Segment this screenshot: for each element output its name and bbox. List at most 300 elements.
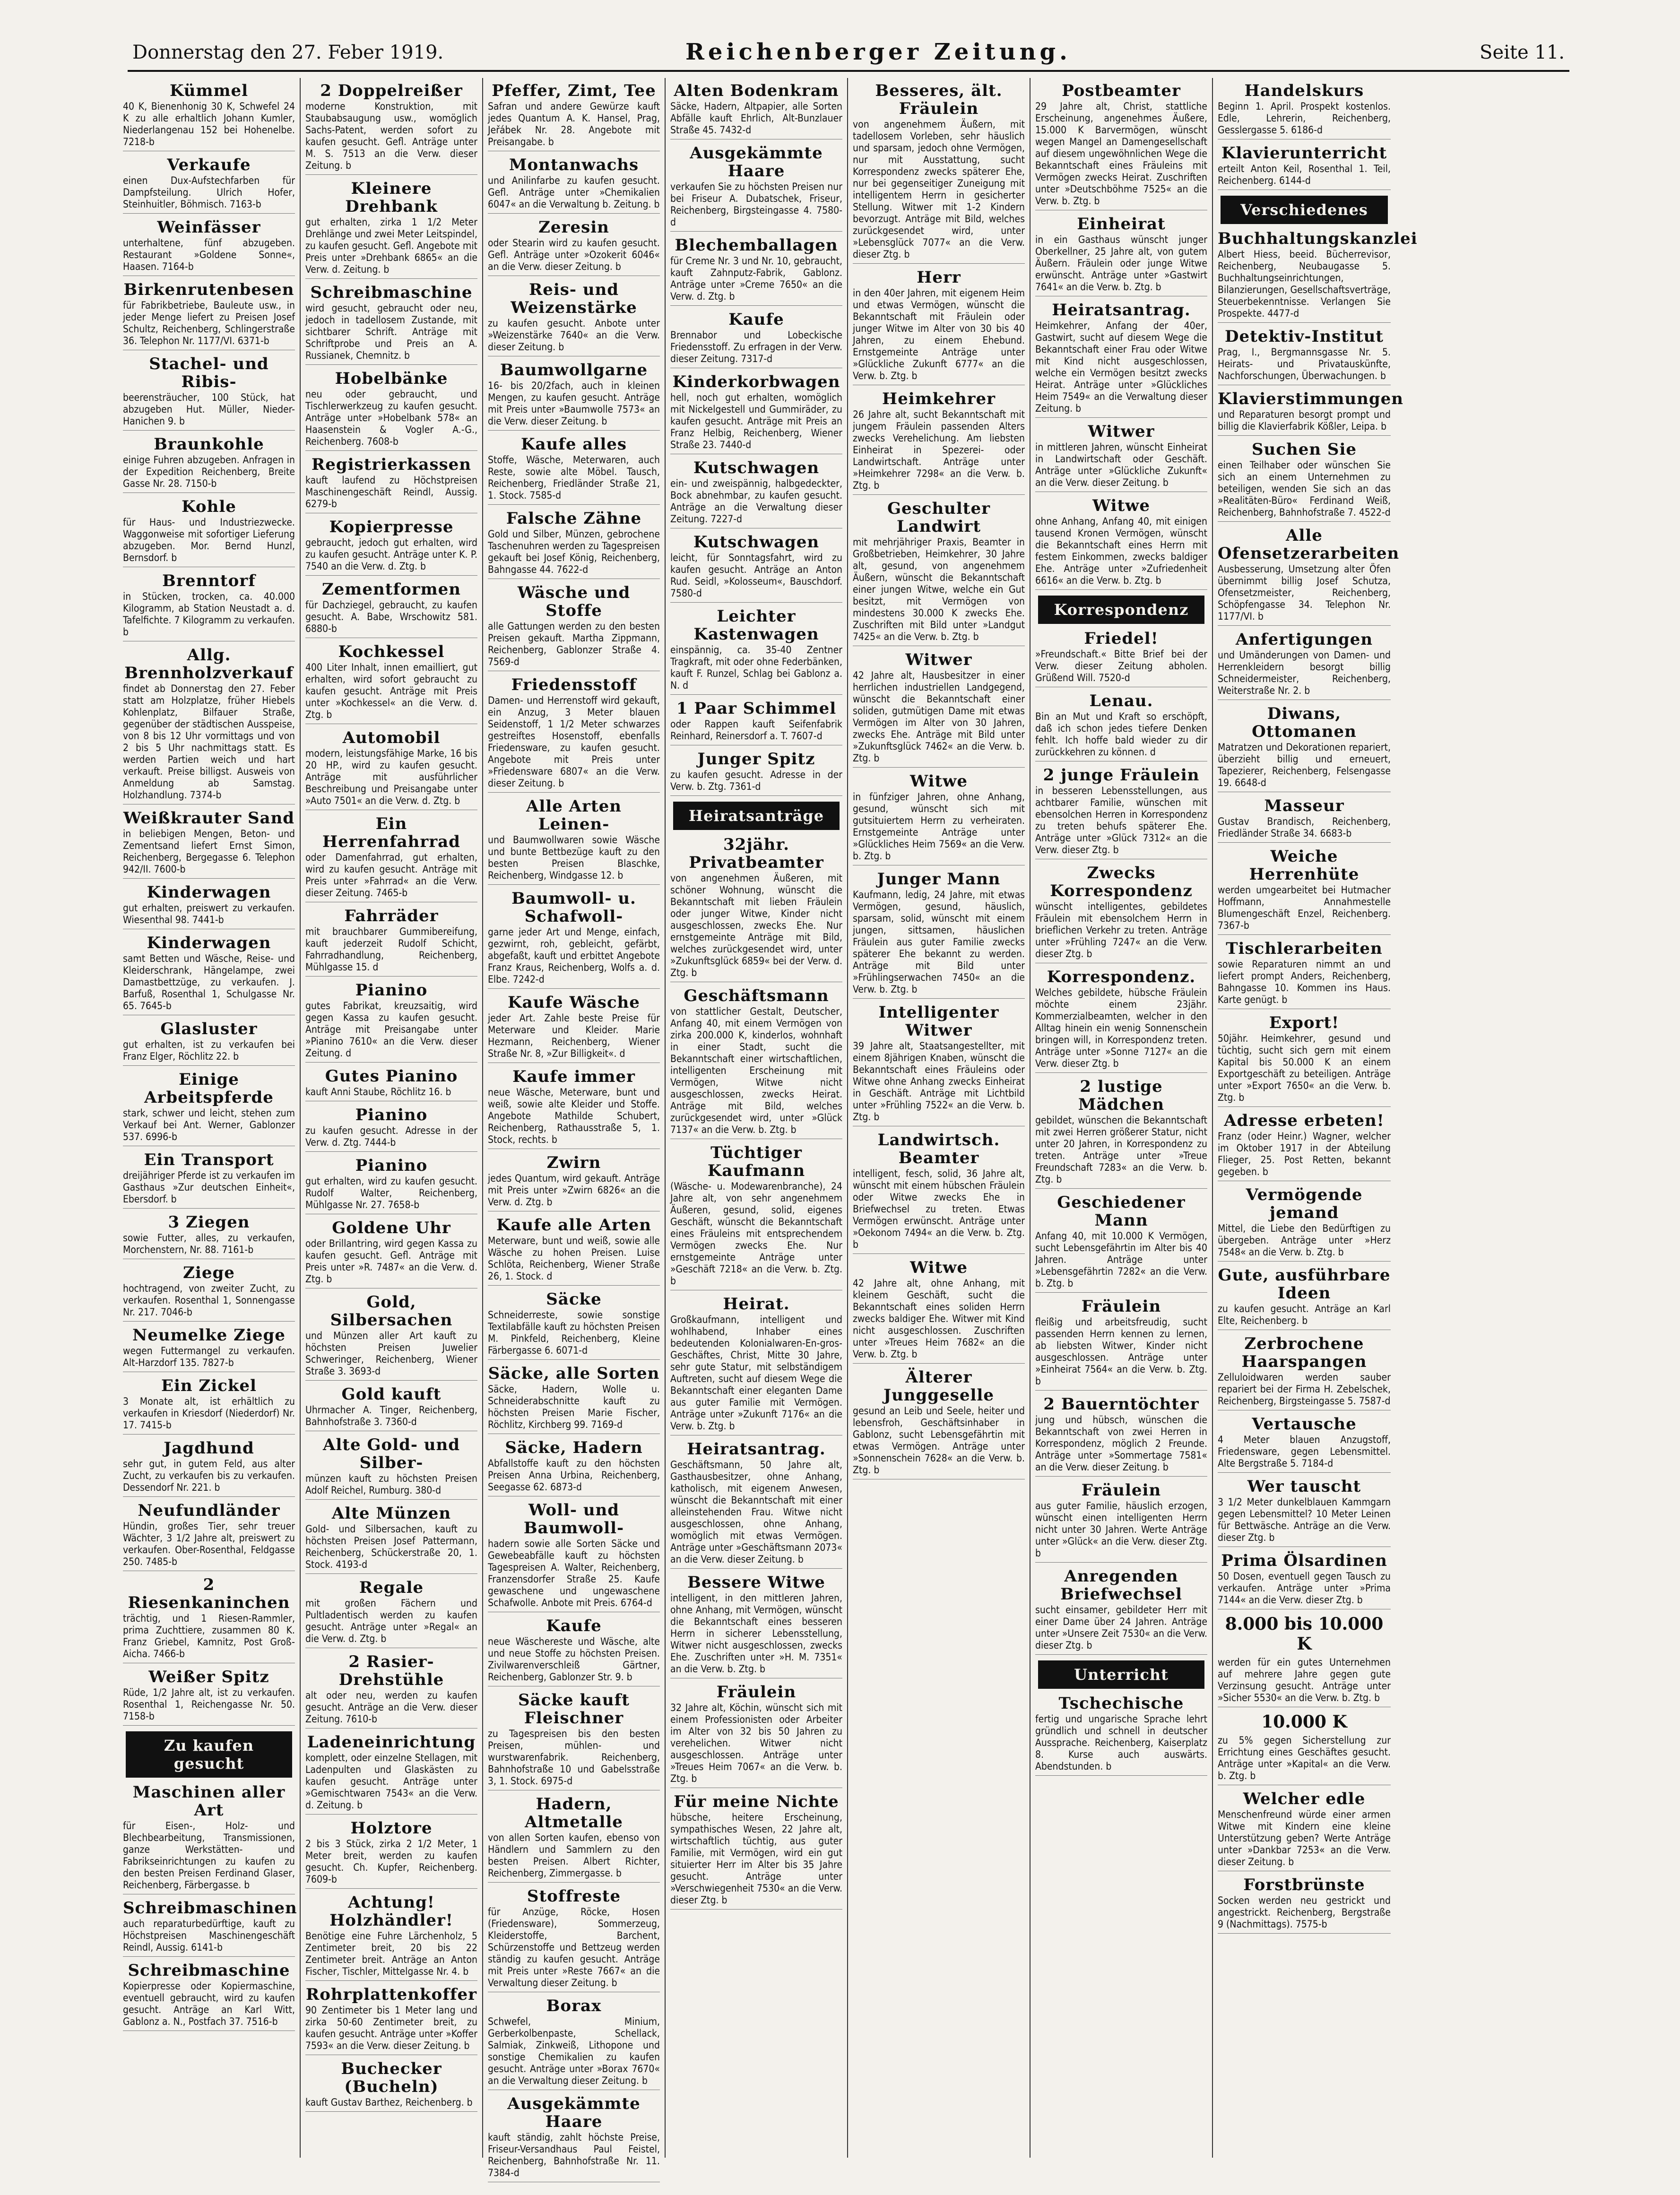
ad-text: 3 1/2 Meter dunkelblauen Kammgarn gegen Lebensmittel? 10 Meter Leinen für Bettwäsche. Anträge an die Verw. dieser Ztg. b: [1218, 1496, 1391, 1543]
ad-headline: Buchhaltungskanzlei: [1218, 229, 1418, 248]
classified-ad: [670, 836, 842, 982]
classified-ad: [305, 1893, 477, 1981]
ad-column: [666, 78, 848, 2158]
classified-ad: [670, 700, 842, 745]
ad-text: beerensträucher, 100 Stück, hat abzugeben Hut. Müller, Nieder-Hanichen 9. b: [123, 392, 295, 427]
classified-ad: [1035, 1193, 1207, 1293]
ad-column: [301, 78, 483, 2158]
ad-text: von angenehmem Äußern, mit tadellosem Vorleben, sehr häuslich und sparsam, jedoch ohne Vermögen, nur mit Ausstattung, sucht Korrespondenz zwecks späterer Ehe, nur bei gegenseitiger Zuneigung mit intelligentem Herrn in gesicherter Stellung. Witwer mit 1-2 Kindern bevorzugt. Anträge mit Bild, welches zurückgesendet wird, unter »Lebensglück 7077« an die Verw. dieser Ztg. b: [853, 119, 1025, 260]
ad-text: werden für ein gutes Unternehmen auf mehrere Jahre gegen gute Verzinsung gesucht. Anträge unter »Sicher 5530« an die Verw. b. Ztg. b: [1218, 1657, 1391, 1703]
classified-ad: [1218, 328, 1391, 385]
classified-ad: [1218, 1712, 1391, 1785]
ad-text: kauft Gustav Barthez, Reichenberg. b: [305, 2097, 473, 2108]
ad-headline: Intelligenter Witwer: [878, 1003, 999, 1040]
ad-text: fleißig und arbeitsfreudig, sucht passenden Herrn kennen zu lernen, ab liebsten Witwer, Kinder nicht ausgeschlossen. Anträge unter »Einheirat 7564« an die Verw. b. Ztg. b: [1035, 1316, 1207, 1387]
classified-ad: [305, 815, 477, 902]
ad-text: Säcke, Hadern, Altpapier, alle Sorten Abfälle kauft Ehrlich, Alt-Bunzlauer Straße 45. 7432-d: [670, 101, 842, 136]
ad-text: in den 40er Jahren, mit eigenem Heim und etwas Vermögen, wünscht die Bekanntschaft mit Fräulein oder junger Witwe im Alter von 30 bis 40 Jahren, zu einem Ehebund. Ernstgemeinte Anträge unter »Glückliche Zukunft 6777« an die Verw. b. Ztg. b: [853, 287, 1025, 381]
classified-ad: [305, 1819, 477, 1889]
ad-text: Schwefel, Minium, Gerberkolbenpaste, Schellack, Salmiak, Zinkweiß, Lithopone und sonstige Chemikalien zu kaufen gesucht. Anträge unter »Borax 7670« an die Verwaltung dieser Zeitung. b: [488, 2016, 660, 2086]
ad-headline: Rohrplattenkoffer: [305, 1985, 477, 2004]
ad-headline: Pianino: [355, 1156, 428, 1175]
classified-ad: [305, 1733, 477, 1815]
ad-headline: Kopierpresse: [329, 518, 454, 536]
ad-headline: Junger Mann: [877, 870, 1001, 889]
classified-ad: [123, 1326, 295, 1372]
ad-headline: Ein Transport: [144, 1150, 274, 1169]
ad-headline: Prima Ölsardinen: [1221, 1551, 1387, 1570]
classified-ad: [305, 1385, 477, 1431]
ad-headline: Geschiedener Mann: [1057, 1193, 1186, 1230]
ad-headline: Säcke, alle Sorten: [488, 1364, 660, 1383]
ad-headline: 2 Riesenkaninchen: [128, 1575, 290, 1612]
ad-headline: Detektiv-Institut: [1224, 327, 1384, 346]
classified-ad: [670, 1144, 842, 1290]
classified-ad: [123, 809, 295, 879]
classified-ad: [123, 1151, 295, 1209]
ad-headline: Tischlerarbeiten: [1226, 939, 1383, 958]
ad-headline: Baumwollgarne: [500, 361, 648, 380]
ad-text: 400 Liter Inhalt, innen emailliert, gut erhalten, wird sofort gebraucht zu kaufen gesucht. Anträge mit Preis unter »Kochkessel« an die Verw. d. Ztg. b: [305, 662, 477, 720]
classified-ad: [1035, 630, 1207, 687]
ad-headline: Ausgekämmte Haare: [690, 144, 823, 181]
ad-column: [1031, 78, 1213, 2158]
ad-text: Zelluloidwaren werden sauber repariert bei der Firma H. Zebelschek, Reichenberg, Birgsteingasse 5. 7587-d: [1218, 1372, 1391, 1407]
classified-ad: [488, 890, 660, 989]
ad-headline: Regale: [359, 1578, 424, 1597]
ad-text: in besseren Lebensstellungen, aus achtbarer Familie, wünschen mit ebensolchen Herren in Korrespondenz zu treten behufs späterer Ehe. Anträge unter »Glück 7312« an die Verw. dieser Ztg. b: [1035, 785, 1207, 856]
classified-ad: [1218, 1876, 1391, 1934]
classified-ad: [123, 1783, 295, 1894]
classified-ad: [853, 651, 1025, 768]
classified-ad: [123, 1502, 295, 1571]
ad-headline: 2 Doppelreißer: [320, 81, 463, 100]
ad-headline: Achtung! Holzhändler!: [329, 1893, 453, 1930]
ad-text: trächtig, und 1 Riesen-Rammler, prima Zuchttiere, zusammen 80 K. Franz Griebel, Kamnitz, Post Groß-Aicha. 7466-b: [123, 1613, 295, 1659]
ad-headline: Bessere Witwe: [687, 1573, 825, 1592]
ad-headline: Holztore: [350, 1819, 433, 1838]
ad-headline: Kinderkorbwagen: [672, 372, 840, 391]
classified-ad: [305, 643, 477, 724]
ad-text: kauft ständig, zahlt höchste Preise, Friseur-Versandhaus Paul Feistel, Reichenberg, Bahnhofstraße Nr. 11. 7384-d: [488, 2132, 660, 2178]
ad-text: intelligent, fesch, solid, 36 Jahre alt, wünscht mit einem hübschen Fräulein oder Witwe zwecks Ehe in Briefwechsel zu treten. Etwas Vermögen erwünscht. Anträge unter »Oekonom 7494« an die Verw. b. Ztg. b: [853, 1168, 1025, 1250]
classified-ad: [670, 144, 842, 232]
ad-amount: 10.000 K: [1261, 1712, 1347, 1732]
ad-headline: Suchen Sie: [1252, 440, 1357, 459]
ad-column: [483, 78, 666, 2178]
ad-text: unterhaltene, fünf abzugeben. Restaurant »Goldene Sonne«, Haasen. 7164-b: [123, 237, 295, 272]
classified-ad: [670, 607, 842, 695]
ad-text: komplett, oder einzelne Stellagen, mit Ladenpulten und Glaskästen zu kaufen gesucht. Anträge unter »Gemischtwaren 7543« an die Verw. d. Zeitung. b: [305, 1752, 477, 1811]
classified-ad: [1218, 1014, 1391, 1107]
classified-columns: [118, 78, 1579, 2178]
ad-headline: Reis- und Weizenstärke: [511, 280, 637, 317]
ad-headline: Verkaufe: [167, 156, 251, 174]
classified-ad: [123, 1439, 295, 1497]
ad-headline: Kaufe: [728, 310, 784, 329]
ad-text: einen Dux-Aufstechfarben für Dampfsteilung. Ulrich Hofer, Steinhuitler, Böhmisch. 7163-b: [123, 175, 295, 210]
ad-headline: Alte Münzen: [331, 1504, 451, 1523]
ad-headline: Alle Ofensetzerarbeiten: [1218, 526, 1400, 563]
ad-headline: Fräulein: [1081, 1297, 1161, 1316]
ad-text: jedes Quantum, wird gekauft. Anträge mit Preis unter »Zwirn 6826« an die Verw. d. Ztg. b: [488, 1173, 660, 1208]
classified-ad: [123, 1020, 295, 1066]
ad-text: jung und hübsch, wünschen die Bekanntschaft von zwei Herren in Korrespondenz, möglich 2 Freunde. Anträge unter »Sommertage 7581« an die Verw. dieser Zeitung. b: [1035, 1414, 1207, 1473]
classified-ad: [1218, 229, 1418, 323]
ad-headline: Baumwoll- u. Schafwoll-: [511, 889, 636, 926]
ad-text: wünscht intelligentes, gebildetes Fräulein mit ebensolchem Herrn in brieflichen Verkehr zu treten. Anträge unter »Frühling 7247« an die Verw. dieser Ztg. b: [1035, 901, 1207, 959]
ad-headline: Kutschwagen: [693, 458, 820, 477]
classified-ad: [488, 1154, 660, 1211]
ad-headline: Kinderwagen: [147, 883, 271, 902]
ad-text: in ein Gasthaus wünscht junger Oberkellner, 25 Jahre alt, von gutem Äußern. Fräulein oder junge Witwe erwünscht. Anträge unter »Gastwirt 7641« an die Verw. b. Ztg. b: [1035, 234, 1207, 293]
ad-headline: Braunkohle: [154, 435, 264, 454]
classified-ad: [1035, 1567, 1207, 1655]
ad-text: Beginn 1. April. Prospekt kostenlos. Edle, Lehrerin, Reichenberg, Gesslergasse 5. 6186-d: [1218, 101, 1391, 136]
ad-text: Mittel, die Liebe den Bedürftigen zu übergeben. Anträge unter »Herz 7548« an die Verw. b. Ztg. b: [1218, 1223, 1391, 1258]
ad-text: für Eisen-, Holz- und Blechbearbeitung, Transmissionen, ganze Werkstätten- und Fabrikseinrichtungen zu kaufen zu den besten Preisen Ferdinand Glaser, Reichenberg, Färbergasse. b: [123, 1820, 295, 1891]
ad-text: zu kaufen gesucht. Adresse in der Verw. b. Ztg. 7361-d: [670, 769, 842, 792]
ad-headline: Einheirat: [1077, 215, 1166, 233]
classified-ad: [305, 1436, 477, 1500]
ad-headline: Klavierstimmungen: [1218, 389, 1403, 408]
ad-text: Abfallstoffe kauft zu den höchsten Preisen Anna Urbina, Reichenberg, Seegasse 62. 6873-d: [488, 1458, 660, 1493]
classified-ad: [670, 311, 842, 368]
ad-text: 42 Jahre alt, Hausbesitzer in einer herrlichen industriellen Landgegend, wünscht die Bekanntschaft einer soliden, gutmütigen Dame mit etwas Vermögen im Alter von 30 Jahren, zwecks Ehe. Anträge mit Bild unter »Zukunftsglück 7462« an die Verw. b. Ztg. b: [853, 670, 1025, 764]
ad-headline: Ein Zickel: [161, 1376, 257, 1395]
ad-headline: Witwe: [909, 772, 968, 791]
classified-ad: [1218, 144, 1391, 190]
ad-column: [118, 78, 301, 2158]
ad-text: alle Gattungen werden zu den besten Preisen gekauft. Martha Zippmann, Reichenberg, Gablonzer Straße 4. 7569-d: [488, 621, 660, 667]
ad-headline: Heiratsantrag.: [1052, 301, 1191, 320]
ad-headline: Alte Gold- und Silber-: [322, 1435, 460, 1472]
ad-text: moderne Konstruktion, mit Staubabsaugung usw., womöglich Sachs-Patent, werden sofort zu kaufen gesucht. Gefl. Anträge unter M. S. 7513 an die Verw. dieser Zeitung. b: [305, 101, 477, 171]
classified-ad: [488, 510, 660, 579]
page-number: Seite 11.: [1480, 42, 1565, 63]
ad-text: oder Rappen kauft Seifenfabrik Reinhard, Reinersdorf a. T. 7607-d: [670, 718, 842, 742]
classified-ad: [123, 646, 295, 804]
classified-ad: [670, 459, 842, 528]
ad-text: Brennabor und Lobeckische Friedensstoff. Zu erfragen in der Verw. dieser Zeitung. 7317-d: [670, 329, 842, 364]
ad-headline: Kochkessel: [338, 642, 445, 661]
classified-ad: [123, 883, 295, 929]
classified-ad: [1218, 1552, 1391, 1609]
classified-ad: [488, 156, 660, 214]
section-heading: Korrespondenz: [1038, 596, 1204, 624]
classified-ad: [305, 2060, 477, 2112]
classified-ad: [123, 82, 295, 151]
ad-headline: Kaufe immer: [512, 1067, 635, 1086]
classified-ad: [123, 1213, 295, 1259]
classified-ad: [670, 750, 842, 796]
ad-headline: 2 Bauerntöchter: [1043, 1395, 1199, 1414]
classified-ad: [123, 934, 295, 1015]
ad-headline: Alten Bodenkram: [674, 81, 839, 100]
classified-ad: [670, 987, 842, 1139]
classified-ad: [853, 1003, 1025, 1126]
ad-headline: Fräulein: [1081, 1481, 1161, 1500]
ad-headline: Hobelbänke: [335, 369, 448, 388]
ad-headline: Besseres, ält. Fräulein: [875, 81, 1003, 118]
classified-ad: [123, 1377, 295, 1435]
ad-text: und Baumwollwaren sowie Wäsche und bunte Bettbezüge kauft zu den besten Preisen Blaschke, Reichenberg, Windgasse 12. b: [488, 834, 660, 881]
ad-text: Geschäftsmann, 50 Jahre alt, Gasthausbesitzer, ohne Anhang, katholisch, mit eigenem Anwesen, wünscht die Bekanntschaft mit einer alleinstehenden Frau. Witwe nicht ausgeschlossen, ohne Anhang, womöglich mit etwas Vermögen. Anträge unter »Geschäftsmann 2073« an die Verw. dieser Zeitung. b: [670, 1459, 842, 1565]
section-heading: Unterricht: [1038, 1660, 1204, 1689]
ad-headline: Allg. Brennholzverkauf: [124, 646, 294, 683]
ad-text: von angenehmen Äußeren, mit schöner Wohnung, wünscht die Bekanntschaft mit lieben Fräulein oder junger Witwe, Kinder nicht ausgeschlossen, zwecks Ehe. Nur ernstgemeinte Anträge mit Bild, welches zurückgesendet wird, unter »Zukunftsglück 6859« bei der Verw. d. Ztg. b: [670, 873, 842, 978]
ad-headline: Neumelke Ziege: [132, 1326, 286, 1345]
ad-text: modern, leistungsfähige Marke, 16 bis 20 HP., wird zu kaufen gesucht. Anträge mit ausführlicher Beschreibung und Preisangabe unter »Auto 7501« an die Verw. d. Ztg. b: [305, 748, 477, 806]
ad-text: in beliebigen Mengen, Beton- und Zementsand liefert Ernst Simon, Reichenberg, Bergegasse 6. Telephon 942/II. 7600-b: [123, 828, 295, 875]
ad-text: wird gesucht, gebraucht oder neu, jedoch in tadellosem Zustande, mit sichtbarer Schrift. Anträge mit Schriftprobe und Preis an A. Russianek, Chemnitz. b: [305, 302, 477, 361]
ad-text: stark, schwer und leicht, stehen zum Verkauf bei Ant. Werner, Gablonzer 537. 6996-b: [123, 1107, 295, 1142]
ad-text: Uhrmacher A. Tinger, Reichenberg, Bahnhofstraße 3. 7360-d: [305, 1404, 477, 1427]
ad-headline: Hadern, Altmetalle: [525, 1795, 623, 1832]
ad-headline: Landwirtsch. Beamter: [877, 1131, 1000, 1167]
classified-ad: [305, 82, 477, 175]
ad-text: einen Teilhaber oder wünschen Sie sich an einem Unternehmen zu beteiligen, wenden Sie sich an das »Realitäten-Büro« Ferdinand Weiß, Reichenberg, Bahnhofstraße 7. 4522-d: [1218, 459, 1391, 518]
ad-text: dreijähriger Pferde ist zu verkaufen im Gasthaus »Zur deutschen Einheit«, Ebersdorf. b: [123, 1170, 295, 1205]
classified-ad: [1218, 705, 1391, 792]
classified-ad: [1218, 526, 1400, 626]
ad-text: für Anzüge, Röcke, Hosen (Friedensware), Sommerzeug, Kleiderstoffe, Barchent, Schürzenstoffe und Bettzeug werden ständig zu kaufen gesucht. Anträge mit Preis unter »Reste 7667« an die Verwaltung dieser Zeitung. b: [488, 1906, 660, 1988]
classified-ad: [488, 1501, 660, 1612]
ad-headline: Registrierkassen: [311, 455, 472, 474]
ad-headline: Heirat.: [723, 1295, 790, 1314]
ad-headline: Welcher edle: [1243, 1789, 1366, 1808]
classified-ad: [488, 82, 660, 151]
classified-ad: [853, 772, 1025, 865]
newspaper-title: Reichenberger Zeitung.: [685, 39, 1071, 65]
ad-text: gutes Fabrikat, kreuzsaitig, wird gegen Kassa zu kaufen gesucht. Anträge mit Preisangabe unter »Pianino 7610« an die Verw. dieser Zeitung. d: [305, 1000, 477, 1059]
ad-headline: Schreibmaschine: [128, 1961, 290, 1980]
classified-ad: [305, 1157, 477, 1214]
ad-headline: 2 junge Fräulein: [1043, 766, 1200, 785]
ad-text: Benötige eine Fuhre Lärchenholz, 5 Zentimeter breit, 20 bis 22 Zentimeter breit. Anträge an Anton Fischer, Tischler, Mittelgasse Nr. 4. b: [305, 1930, 477, 1977]
classified-ad: [305, 907, 477, 977]
classified-ad: [1035, 1395, 1207, 1477]
ad-headline: Kaufe alle Arten: [496, 1216, 652, 1235]
ad-text: 32 Jahre alt, Köchin, wünscht sich mit einem Professionisten oder Arbeiter im Alter von 32 bis 50 Jahren zu verehelichen. Witwer nicht ausgeschlossen. Anträge unter »Treues Heim 7067« an die Verw. b. Ztg. b: [670, 1702, 842, 1784]
ad-text: Heimkehrer, Anfang der 40er, Gastwirt, sucht auf diesem Wege die Bekanntschaft einer Frau oder Witwe mit Kind nicht ausgeschlossen, welche ein Vermögen besitzt zwecks Heirat. Anträge unter »Glückliches Heim 7549« an die Verwaltung dieser Zeitung. b: [1035, 320, 1207, 414]
ad-headline: Ziege: [183, 1263, 235, 1282]
ad-text: ein- und zweispännig, halbgedeckter, Bock abnehmbar, zu kaufen gesucht. Anträge an die Verwaltung dieser Zeitung. 7227-d: [670, 478, 842, 525]
ad-text: hell, noch gut erhalten, womöglich mit Nickelgestell und Gummiräder, zu kaufen gesucht. Anträge mit Preis an Franz Helbig, Reichenberg, Wiener Straße 23. 7440-d: [670, 392, 842, 450]
ad-headline: Kleinere Drehbank: [345, 179, 438, 216]
classified-ad: [123, 435, 295, 493]
ad-headline: Heimkehrer: [882, 389, 996, 408]
ad-text: Prag, I., Bergmannsgasse Nr. 5. Heirats- und Privatauskünfte, Nachforschungen, Überwachungen. b: [1218, 346, 1391, 381]
ad-headline: Kümmel: [169, 81, 249, 100]
ad-text: mit großen Fächern und Pultladentisch werden zu kaufen gesucht. Anträge unter »Regal« an die Verw. d. Ztg. b: [305, 1598, 477, 1644]
classified-ad: [670, 1440, 842, 1569]
ad-text: sowie Reparaturen nimmt an und liefert prompt Anders, Reichenberg, Bahngasse 10. Kommen ins Haus. Karte genügt. b: [1218, 959, 1391, 1005]
classified-ad: [1218, 1478, 1391, 1547]
ad-text: mit brauchbarer Gummibereifung, kauft jederzeit Rudolf Schicht, Fahrradhandlung, Reichenberg, Mühlgasse 15. d: [305, 926, 477, 973]
classified-ad: [488, 1068, 660, 1149]
ad-text: erteilt Anton Keil, Rosenthal 1. Teil, Reichenberg. 6144-d: [1218, 163, 1391, 186]
ad-text: 50 Dosen, eventuell gegen Tausch zu verkaufen. Anträge unter »Prima 7144« an die Verw. dieser Ztg. b: [1218, 1571, 1391, 1606]
classified-ad: [488, 1365, 660, 1434]
ad-text: 3 Monate alt, ist erhältlich zu verkaufen in Kriesdorf (Niederdorf) Nr. 17. 7415-b: [123, 1396, 295, 1431]
section-heading: Zu kaufen gesucht: [126, 1731, 292, 1778]
ad-text: (Wäsche- u. Modewarenbranche), 24 Jahre alt, von sehr angenehmem Äußeren, gesund, solid, eigenes Geschäft, wünscht die Bekanntschaft eines Fräuleins mit entsprechendem Vermögen zwecks Ehe. Nur ernstgemeinte Anträge unter »Geschäft 7218« an die Verw. b. Ztg. b: [670, 1181, 842, 1287]
ad-text: sowie Futter, alles, zu verkaufen, Morchenstern, Nr. 88. 7161-b: [123, 1232, 295, 1255]
classified-ad: [488, 1216, 660, 1286]
classified-ad: [1218, 1415, 1391, 1473]
classified-ad: [853, 390, 1025, 495]
classified-ad: [305, 180, 477, 279]
ad-text: Gold- und Silbersachen, kauft zu höchsten Preisen Josef Pattermann, Reichenberg, Schückerstraße 20, 1. Stock. 4193-d: [305, 1523, 477, 1570]
classified-ad: [670, 236, 842, 306]
section-heading: Heiratsanträge: [673, 802, 840, 830]
classified-ad: [670, 1683, 842, 1788]
classified-ad: [123, 572, 295, 641]
ad-headline: Leichter Kastenwagen: [693, 607, 819, 644]
ad-headline: Älterer Junggeselle: [883, 1368, 994, 1405]
ad-headline: Postbeamter: [1062, 81, 1181, 100]
ad-text: Menschenfreund würde einer armen Witwe mit Kindern eine kleine Unterstützung geben? Werte Anträge unter »Dankbar 7253« an die Verw. dieser Zeitung. b: [1218, 1809, 1391, 1867]
ad-headline: Schreibmaschine: [310, 283, 473, 302]
ad-text: intelligent, in den mittleren Jahren, ohne Anhang, mit Vermögen, wünscht die Bekanntschaft eines besseren Herrn in sicherer Lebensstellung, Witwer nicht ausgeschlossen, zwecks Ehe. Zuschriften unter »H. M. 7351« an die Verw. b. Ztg. b: [670, 1592, 842, 1675]
classified-ad: [123, 1264, 295, 1322]
ad-headline: Kinderwagen: [147, 933, 271, 952]
classified-ad: [305, 456, 477, 513]
classified-ad: [305, 1067, 477, 1101]
ad-headline: Wäsche und Stoffe: [517, 583, 631, 620]
classified-ad: [1218, 1266, 1391, 1330]
classified-ad: [123, 156, 295, 214]
ad-text: in Stücken, trocken, ca. 40.000 Kilogramm, ab Station Neustadt a. d. Tafelfichte. 7 Kilogramm zu verkaufen. b: [123, 591, 295, 638]
ad-headline: Heiratsantrag.: [687, 1440, 826, 1459]
ad-text: Safran und andere Gewürze kauft jedes Quantum A. K. Hansel, Prag, Jeřábek Nr. 28. Angebote mit Preisangabe. b: [488, 101, 660, 147]
ad-headline: Ein Herrenfahrrad: [322, 814, 460, 851]
ad-headline: Vermögende jemand: [1246, 1185, 1363, 1222]
ad-text: Ausbesserung, Umsetzung alter Öfen übernimmt billig Josef Schutza, Ofensetzmeister, Reichenberg, Schöpfengasse 34. Telephon Nr. 1177/VI. b: [1218, 563, 1391, 622]
ad-text: Schneiderreste, sowie sonstige Textilabfälle kauft zu höchsten Preisen M. Pinkfeld, Reichenberg, Kleine Färbergasse 6. 6071-d: [488, 1309, 660, 1356]
ad-headline: Forstbrünste: [1243, 1875, 1365, 1894]
ad-text: gut erhalten, zirka 1 1/2 Meter Drehlänge und zwei Meter Leitspindel, zu kaufen gesucht. Gefl. Angebote mit Preis unter »Drehbank 6865« an die Verw. d. Zeitung. b: [305, 216, 477, 275]
ad-text: 39 Jahre alt, Staatsangestellter, mit einem 8jährigen Knaben, wünscht die Bekanntschaft eines Fräuleins oder Witwe ohne Anhang zwecks Einheirat in Geschäft. Anträge mit Lichtbild unter »Frühling 7522« an die Verw. b. Ztg. b: [853, 1040, 1025, 1123]
classified-ad: [670, 533, 842, 603]
classified-ad: [1035, 766, 1207, 859]
classified-ad: [488, 584, 660, 671]
ad-headline: 2 Rasier-Drehstühle: [338, 1652, 444, 1689]
classified-ad: [305, 580, 477, 638]
ad-headline: Montanwachs: [509, 156, 639, 174]
classified-ad: [488, 797, 660, 885]
ad-text: Kaufmann, ledig, 24 Jahre, mit etwas Vermögen, gesund, häuslich, sparsam, solid, wünscht mit einem jungen, sittsamen, häuslichen Fräulein aus guter Familie zwecks späterer Ehe bekannt zu werden. Anträge mit Bild unter »Frühlingserwachen 7450« an die Verw. b. Ztg. b: [853, 889, 1025, 995]
ad-headline: Zeresin: [538, 218, 609, 237]
ad-headline: Tüchtiger Kaufmann: [707, 1143, 805, 1180]
ad-column: [1213, 78, 1418, 2158]
ad-text: zu Tagespreisen bis den besten Preisen, mühlen- und wurstwarenfabrik. Reichenberg, Bahnhofstraße 10 und Gabelsstraße 3, 1. Stock. 6975-d: [488, 1728, 660, 1787]
ad-headline: Weinfässer: [157, 218, 261, 237]
classified-ad: [123, 355, 295, 431]
ad-headline: Weißkrauter Sand: [123, 809, 295, 828]
ad-text: und Anilinfarbe zu kaufen gesucht. Gefl. Anträge unter »Chemikalien 6047« an die Verwaltung b. Zeitung. b: [488, 175, 660, 210]
classified-ad: [123, 498, 295, 567]
ad-text: in fünfziger Jahren, ohne Anhang, gesund, wünscht sich mit gutsituiertem Herrn zu verheiraten. Ernstgemeinte Anträge unter »Glückliches Heim 7569« an die Verw. b. Ztg. b: [853, 791, 1025, 862]
classified-ad: [123, 1071, 295, 1146]
ad-text: Rüde, 1/2 Jahre alt, ist zu verkaufen. Rosenthal 1, Reichengasse Nr. 50. 7158-b: [123, 1687, 295, 1722]
ad-text: neu oder gebraucht, und Tischlerwerkzeug zu kaufen gesucht. Anträge unter »Hobelbank 578« an Haasenstein & Vogler A.-G., Reichenberg. 7608-b: [305, 389, 477, 447]
ad-headline: 32jähr. Privatbeamter: [689, 835, 824, 872]
ad-text: verkaufen Sie zu höchsten Preisen nur bei Friseur A. Dubatschek, Friseur, Reichenberg, Birgsteingasse 4. 7580-d: [670, 181, 842, 228]
ad-headline: Glasluster: [160, 1020, 258, 1038]
ad-text: münzen kauft zu höchsten Preisen Adolf Reichel, Rumburg. 380-d: [305, 1473, 477, 1496]
classified-ad: [488, 281, 660, 356]
ad-text: und Reparaturen besorgt prompt und billig die Klavierfabrik Kößler, Leipa. b: [1218, 409, 1391, 432]
classified-ad: [853, 1131, 1025, 1254]
classified-ad: [488, 994, 660, 1063]
ad-headline: 1 Paar Schimmel: [676, 699, 837, 718]
classified-ad: [1035, 301, 1207, 418]
ad-text: Anfang 40, mit 10.000 K Vermögen, sucht Lebensgefährtin im Alter bis 40 Jahren. Anträge unter »Lebensgefährtin 7282« an die Verw. b. Ztg. b: [1035, 1230, 1207, 1289]
ad-text: garne jeder Art und Menge, einfach, gezwirnt, roh, gebleicht, gefärbt, abgefaßt, kauft und erbittet Angebote Franz Kraus, Reichenberg, Wolfs a. d. Elbe. 7242-d: [488, 926, 660, 985]
ad-headline: Maschinen aller Art: [132, 1783, 286, 1820]
ad-text: Säcke, Hadern, Wolle u. Schneiderabschnitte kauft zu höchsten Preisen Marie Fischer, Röchlitz, Kirchberg 99. 7169-d: [488, 1383, 660, 1430]
ad-headline: Säcke kauft Fleischner: [518, 1691, 630, 1728]
classified-ad: [670, 1295, 842, 1435]
classified-ad: [488, 435, 660, 505]
ad-column: [848, 78, 1031, 2158]
classified-ad: [1035, 82, 1207, 210]
ad-text: aus guter Familie, häuslich erzogen, wünscht einen intelligenten Herrn nicht unter 30 Jahren. Werte Anträge unter »Glück« an die Verw. dieser Ztg. b: [1035, 1500, 1207, 1559]
classified-ad: [305, 1986, 477, 2055]
ad-text: Matratzen und Dekorationen repariert, überzieht billig und erneuert, Tapezierer, Reichenberg, Felsengasse 19. 6648-d: [1218, 742, 1391, 788]
classified-ad: [305, 518, 477, 576]
ad-text: und Umänderungen von Damen- und Herrenkleidern besorgt billig Schneidermeister, Reichenberg, Weiterstraße Nr. 2. b: [1218, 649, 1391, 696]
classified-ad: [1035, 692, 1207, 761]
ad-text: zu kaufen gesucht. Anbote unter »Weizenstärke 7640« an die Verw. dieser Zeitung. b: [488, 318, 660, 353]
ad-text: oder Brillantring, wird gegen Kassa zu kaufen gesucht. Gefl. Anträge mit Preis unter »R. 7487« an die Verw. d. Ztg. b: [305, 1238, 477, 1285]
ad-headline: Junger Spitz: [697, 750, 815, 769]
ad-headline: Diwans, Ottomanen: [1252, 704, 1357, 741]
ad-headline: Gold, Silbersachen: [330, 1293, 453, 1330]
ad-text: Hündin, großes Tier, sehr treuer Wächter, 3 1/2 Jahre alt, preiswert zu verkaufen. Ober-Rosenthal, Feldgasse 250. 7485-b: [123, 1521, 295, 1567]
classified-ad: [123, 1576, 295, 1663]
ad-text: gebraucht, jedoch gut erhalten, wird zu kaufen gesucht. Anträge unter K. P. 7540 an die Verw. d. Ztg. b: [305, 537, 477, 572]
classified-ad: [1035, 1078, 1207, 1189]
ad-headline: Stachel- und Ribis-: [149, 354, 269, 391]
ad-text: kauft Anni Staube, Röchlitz 16. b: [305, 1086, 451, 1098]
ad-text: 2 bis 3 Stück, zirka 2 1/2 Meter, 1 Meter breit, werden zu kaufen gesucht. Ch. Kupfer, Reichenberg. 7609-b: [305, 1838, 477, 1885]
ad-text: Damen- und Herrenstoff wird gekauft, ein Anzug, 3 Meter blauen Seidenstoff, 1 1/2 Meter schwarzes gestreiftes Hosenstoff, ebenfalls Friedensware, zu kaufen gesucht. Angebote mit Preis unter »Friedensware 6807« an die Verw. dieser Zeitung. b: [488, 695, 660, 789]
ad-headline: Lenau.: [1089, 691, 1153, 710]
ad-text: wegen Futtermangel zu verkaufen. Alt-Harzdorf 135. 7827-b: [123, 1345, 295, 1368]
ad-headline: Für meine Nichte: [674, 1792, 839, 1811]
ad-text: 16- bis 20/2fach, auch in kleinen Mengen, zu kaufen gesucht. Anträge mit Preis unter »Baumwolle 7573« an die Verw. dieser Zeitung. b: [488, 380, 660, 427]
ad-headline: Falsche Zähne: [506, 509, 642, 528]
ad-text: 42 Jahre alt, ohne Anhang, mit kleinem Geschäft, sucht die Bekanntschaft eines soliden Herrn zwecks baldiger Ehe. Witwer mit Kind nicht ausgeschlossen. Zuschriften unter »Treues Heim 7682« an die Verw. b. Ztg. b: [853, 1278, 1025, 1360]
classified-ad: [1035, 1481, 1207, 1563]
ad-text: Gold und Silber, Münzen, gebrochene Taschenuhren werden zu Tagespreisen gekauft bei Josef König, Reichenberg, Bahngasse 44. 7622-d: [488, 528, 660, 575]
ad-text: Albert Hiess, beeid. Bücherrevisor, Reichenberg, Neubaugasse 5. Buchhaltungseinrichtungen, Bilanzierungen, Gesellschaftsverträge, Steuerbekenntnisse. Verlangen Sie Prospekte. 4477-d: [1218, 249, 1391, 319]
classified-ad: [488, 1439, 660, 1496]
ad-headline: Weiche Herrenhüte: [1249, 847, 1360, 884]
classified-ad: [1035, 1694, 1207, 1776]
ad-text: hadern sowie alle Sorten Säcke und Gewebeabfälle kauft zu höchsten Tagespreisen A. Walter, Reichenberg, Franzensdorfer Straße 25. Kaufe gewaschene und ungewaschene Schafwolle. Anbote mit Preis. 6764-d: [488, 1538, 660, 1608]
ad-headline: Zementformen: [321, 580, 461, 599]
ad-text: zu kaufen gesucht. Anträge an Karl Elte, Reichenberg. b: [1218, 1303, 1391, 1326]
classified-ad: [1218, 1335, 1391, 1410]
ad-headline: Geschäftsmann: [684, 986, 829, 1005]
ad-text: 4 Meter blauen Anzugstoff, Friedensware, gegen Lebensmittel. Alte Bergstraße 5. 7184-d: [1218, 1434, 1391, 1469]
ad-text: gut erhalten, preiswert zu verkaufen. Wiesenthal 98. 7441-b: [123, 902, 295, 925]
ad-text: »Freundschaft.« Bitte Brief bei der Verw. dieser Zeitung abholen. Grüßend Will. 7520-d: [1035, 648, 1207, 683]
